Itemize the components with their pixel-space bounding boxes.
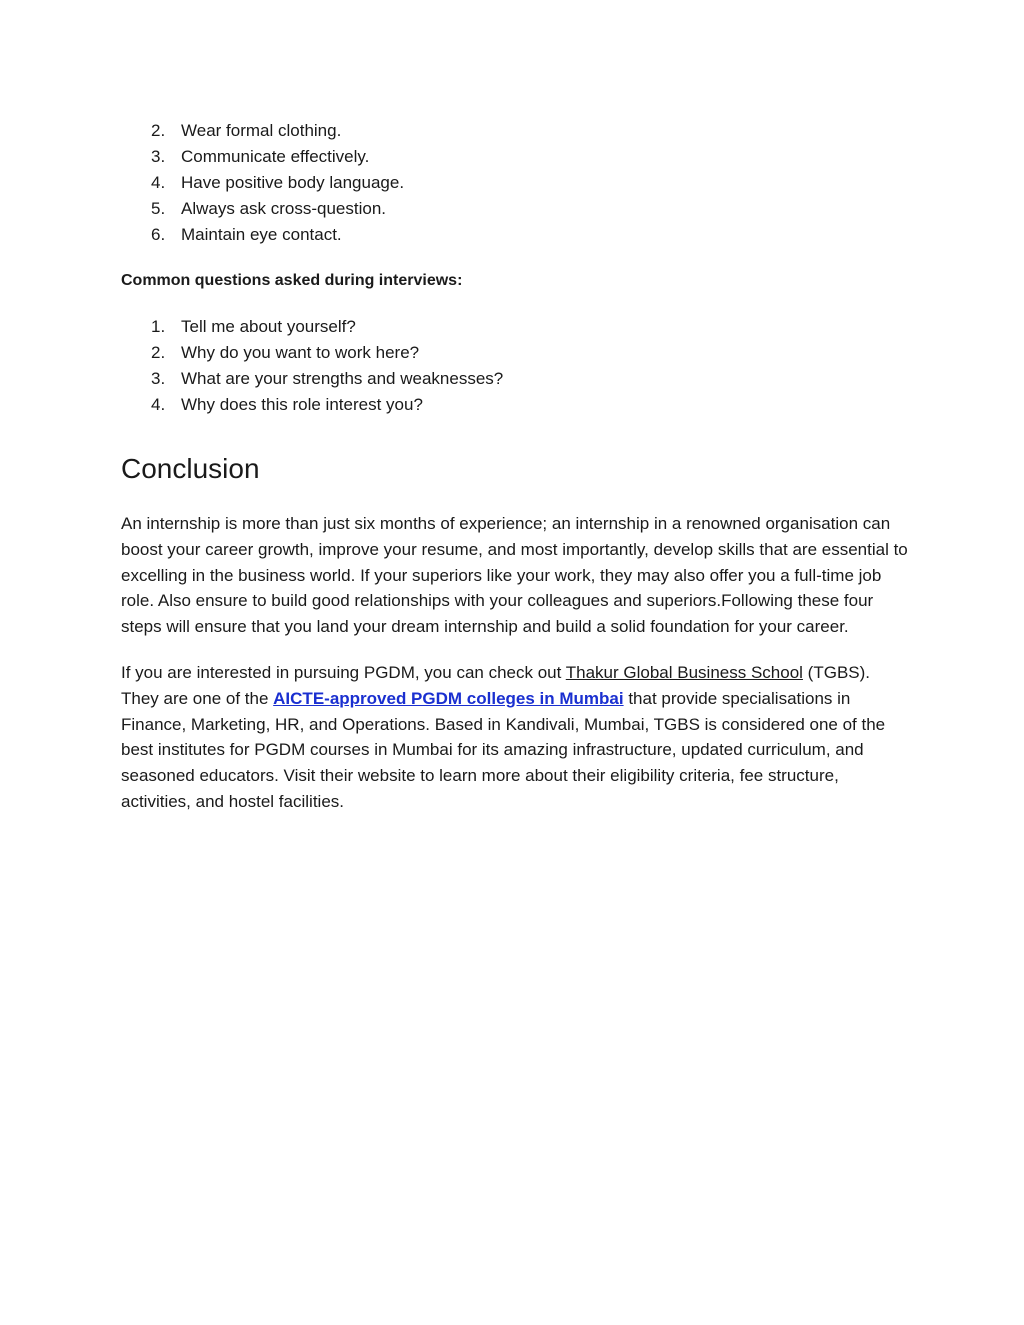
aicte-pgdm-colleges-link[interactable]: AICTE-approved PGDM colleges in Mumbai [273, 688, 624, 708]
list-item [121, 144, 911, 170]
list-item [121, 222, 911, 248]
list-item-number: 3. [151, 369, 166, 388]
list-item-text: Communicate effectively. [181, 147, 370, 166]
paragraph-text: If you are interested in pursuing PGDM, you can check out [121, 662, 566, 682]
list-item-text: What are your strengths and weaknesses? [181, 369, 504, 388]
list-item-number: 2. [151, 121, 166, 140]
list-item-number: 1. [151, 317, 166, 336]
list-item-text: Why does this role interest you? [181, 395, 423, 414]
conclusion-paragraph: An internship is more than just six months of experience; an internship in a renowned organisation can boost your career growth, improve your resume, and most importantly, develop skills that are essential to excelling in the business world. If your superiors like your work, they may also offer you a full-time job role. Also ensure to build good relationships with your colleagues and superiors.Following these four steps will ensure that you land your dream internship and build a solid foundation for your career. [121, 514, 908, 637]
list-item-number: 4. [151, 395, 166, 414]
list-item-number: 6. [151, 225, 166, 244]
interview-questions-list [121, 314, 911, 418]
list-item-text: Wear formal clothing. [181, 121, 342, 140]
list-item-text: Have positive body language. [181, 173, 405, 192]
list-item [121, 366, 911, 392]
paragraph-text: (TGBS). They are one of the [121, 662, 871, 708]
interview-tips-list [121, 118, 911, 248]
questions-heading: Common questions asked during interviews: [121, 272, 463, 289]
list-item-number: 5. [151, 199, 166, 218]
list-item-text: Tell me about yourself? [181, 317, 356, 336]
list-item [121, 118, 911, 144]
tgbs-link[interactable]: Thakur Global Business School [565, 662, 803, 682]
list-item-text: Always ask cross-question. [181, 199, 387, 218]
list-item [121, 314, 911, 340]
list-item-number: 3. [151, 147, 166, 166]
list-item [121, 340, 911, 366]
tgbs-paragraph [121, 660, 911, 815]
conclusion-heading: Conclusion [121, 453, 260, 484]
list-item-number: 2. [151, 343, 166, 362]
paragraph-text: that provide specialisations in Finance, Marketing, HR, and Operations. Based in Kandivali, Mumbai, TGBS is considered one of the best institutes for PGDM courses in Mumbai for its amazing infrastructure, updated curriculum, and seasoned educators. Visit their website to learn more about their eligibility criteria, fee structure, activities, and hostel facilities. [121, 688, 886, 811]
list-item [121, 170, 911, 196]
list-item-text: Why do you want to work here? [181, 343, 420, 362]
list-item-number: 4. [151, 173, 166, 192]
document-content [121, 118, 911, 815]
list-item [121, 392, 911, 418]
list-item-text: Maintain eye contact. [181, 225, 342, 244]
list-item [121, 196, 911, 222]
